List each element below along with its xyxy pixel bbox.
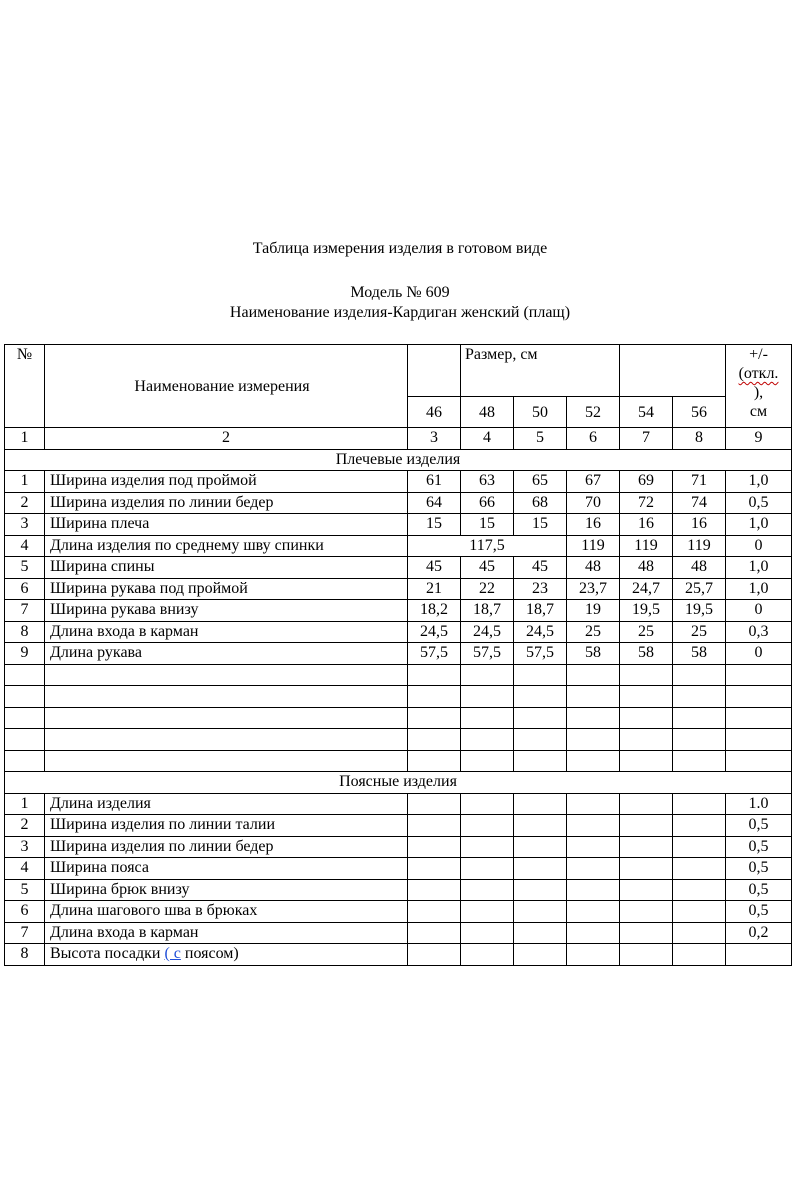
size-value: 18,2 [408, 600, 461, 622]
empty-cell [461, 879, 514, 901]
tolerance-value: 0 [726, 643, 792, 665]
empty-cell [673, 793, 726, 815]
empty-cell [45, 664, 408, 686]
size-value: 45 [461, 557, 514, 579]
size-value: 18,7 [461, 600, 514, 622]
empty-cell [620, 901, 673, 923]
empty-cell [461, 922, 514, 944]
empty-cell [408, 750, 461, 772]
empty-cell [567, 944, 620, 966]
section-row [5, 772, 792, 794]
tolerance-header-line-3: ), [753, 384, 764, 401]
size-value: 25 [567, 621, 620, 643]
size-56: 56 [673, 397, 726, 428]
size-value: 15 [408, 514, 461, 536]
row-number: 4 [5, 535, 45, 557]
size-value: 25,7 [673, 578, 726, 600]
size-value: 19 [567, 600, 620, 622]
empty-cell [408, 707, 461, 729]
size-value: 24,5 [461, 621, 514, 643]
empty-row [5, 707, 792, 729]
empty-cell [620, 664, 673, 686]
tolerance-value: 0,5 [726, 879, 792, 901]
empty-cell [726, 729, 792, 751]
empty-cell [45, 686, 408, 708]
measurement-name: Ширина изделия под проймой [45, 471, 408, 493]
row-number: 7 [5, 922, 45, 944]
col-number: 3 [408, 428, 461, 450]
empty-cell [408, 793, 461, 815]
row-number: 4 [5, 858, 45, 880]
merged-value: 117,5 [408, 535, 567, 557]
empty-cell [620, 879, 673, 901]
row-number: 9 [5, 643, 45, 665]
size-value: 68 [514, 492, 567, 514]
size-header: Размер, см [461, 345, 620, 397]
empty-cell [461, 944, 514, 966]
empty-cell [726, 707, 792, 729]
size-value: 63 [461, 471, 514, 493]
size-value: 119 [673, 535, 726, 557]
empty-cell [461, 836, 514, 858]
empty-cell [408, 836, 461, 858]
empty-cell [461, 858, 514, 880]
empty-cell [514, 729, 567, 751]
size-value: 24,5 [514, 621, 567, 643]
size-value: 25 [620, 621, 673, 643]
empty-cell [5, 664, 45, 686]
empty-cell [514, 686, 567, 708]
measurement-name-part: поясом) [180, 945, 239, 962]
empty-cell [514, 858, 567, 880]
size-value: 69 [620, 471, 673, 493]
tolerance-header-line-1: +/- [749, 346, 768, 363]
size-value: 15 [514, 514, 567, 536]
size-value: 16 [673, 514, 726, 536]
empty-cell [620, 686, 673, 708]
row-number: 2 [5, 492, 45, 514]
size-value: 15 [461, 514, 514, 536]
size-value: 65 [514, 471, 567, 493]
empty-row [5, 686, 792, 708]
empty-cell [673, 664, 726, 686]
empty-cell [567, 836, 620, 858]
size-value: 119 [620, 535, 673, 557]
measurement-name: Длина входа в карман [45, 922, 408, 944]
row-number: 1 [5, 793, 45, 815]
model-number: Модель № 609 [350, 284, 450, 301]
tolerance-value: 1,0 [726, 471, 792, 493]
row-number: 8 [5, 621, 45, 643]
empty-cell [673, 879, 726, 901]
empty-cell [673, 815, 726, 837]
measurement-name: Длина изделия по среднему шву спинки [45, 535, 408, 557]
tolerance-value: 0,5 [726, 901, 792, 923]
table-row [5, 535, 792, 557]
empty-cell [673, 944, 726, 966]
empty-cell [567, 901, 620, 923]
col-number: 9 [726, 428, 792, 450]
empty-cell [514, 836, 567, 858]
empty-cell [514, 707, 567, 729]
size-header-blank-2 [620, 345, 726, 397]
empty-cell [461, 707, 514, 729]
header-row [5, 345, 792, 397]
tolerance-value: 0 [726, 600, 792, 622]
empty-cell [408, 686, 461, 708]
empty-cell [514, 815, 567, 837]
empty-cell [567, 879, 620, 901]
empty-cell [620, 729, 673, 751]
size-value: 67 [567, 471, 620, 493]
size-value: 66 [461, 492, 514, 514]
empty-cell [408, 815, 461, 837]
empty-cell [726, 686, 792, 708]
empty-cell [461, 901, 514, 923]
row-number: 5 [5, 557, 45, 579]
tolerance-value: 0,5 [726, 815, 792, 837]
size-52: 52 [567, 397, 620, 428]
empty-row [5, 664, 792, 686]
empty-cell [726, 944, 792, 966]
empty-cell [461, 750, 514, 772]
empty-cell [726, 664, 792, 686]
tolerance-value: 0,5 [726, 858, 792, 880]
size-46: 46 [408, 397, 461, 428]
empty-cell [567, 922, 620, 944]
measurement-name-link[interactable]: ( с [164, 945, 181, 962]
empty-cell [567, 729, 620, 751]
name-header: Наименование измерения [45, 345, 408, 428]
tolerance-value: 0 [726, 535, 792, 557]
empty-row [5, 729, 792, 751]
empty-cell [567, 686, 620, 708]
measurement-table [4, 344, 792, 966]
empty-cell [45, 729, 408, 751]
size-value: 45 [408, 557, 461, 579]
tolerance-value: 1,0 [726, 557, 792, 579]
table-row [5, 514, 792, 536]
size-value: 57,5 [514, 643, 567, 665]
tolerance-value: 1.0 [726, 793, 792, 815]
size-value: 64 [408, 492, 461, 514]
row-number: 5 [5, 879, 45, 901]
empty-cell [461, 686, 514, 708]
tolerance-header-line-4: см [749, 403, 768, 420]
size-header-blank [408, 345, 461, 397]
section-title-top: Плечевые изделия [5, 449, 792, 471]
empty-cell [408, 879, 461, 901]
size-value: 58 [620, 643, 673, 665]
empty-cell [408, 858, 461, 880]
size-value: 19,5 [673, 600, 726, 622]
size-value: 48 [567, 557, 620, 579]
table-row [5, 621, 792, 643]
row-number: 6 [5, 578, 45, 600]
empty-cell [408, 664, 461, 686]
size-48: 48 [461, 397, 514, 428]
col-number: 1 [5, 428, 45, 450]
empty-cell [567, 793, 620, 815]
empty-cell [620, 707, 673, 729]
size-50: 50 [514, 397, 567, 428]
measurement-name: Ширина брюк внизу [45, 879, 408, 901]
empty-cell [5, 686, 45, 708]
empty-cell [620, 750, 673, 772]
measurement-name: Ширина плеча [45, 514, 408, 536]
section-title-bottom: Поясные изделия [5, 772, 792, 794]
size-value: 58 [567, 643, 620, 665]
empty-cell [567, 750, 620, 772]
measurement-name: Ширина изделия по линии бедер [45, 492, 408, 514]
size-value: 23,7 [567, 578, 620, 600]
empty-cell [673, 686, 726, 708]
measurement-name: Длина изделия [45, 793, 408, 815]
empty-cell [408, 922, 461, 944]
size-value: 22 [461, 578, 514, 600]
empty-row [5, 750, 792, 772]
empty-cell [45, 707, 408, 729]
table-row [5, 922, 792, 944]
size-value: 18,7 [514, 600, 567, 622]
empty-cell [45, 750, 408, 772]
measurement-name: Длина шагового шва в брюках [45, 901, 408, 923]
col-number: 5 [514, 428, 567, 450]
col-number: 7 [620, 428, 673, 450]
row-number: 6 [5, 901, 45, 923]
empty-cell [514, 879, 567, 901]
empty-cell [461, 664, 514, 686]
row-number: 2 [5, 815, 45, 837]
empty-cell [673, 750, 726, 772]
empty-cell [514, 922, 567, 944]
row-number: 7 [5, 600, 45, 622]
size-value: 21 [408, 578, 461, 600]
table-row [5, 643, 792, 665]
table-row [5, 492, 792, 514]
row-number: 3 [5, 836, 45, 858]
measurement-name [45, 944, 408, 966]
empty-cell [673, 901, 726, 923]
empty-cell [620, 944, 673, 966]
tolerance-value: 0,5 [726, 492, 792, 514]
measurement-name: Ширина рукава под проймой [45, 578, 408, 600]
table-row [5, 471, 792, 493]
size-value: 72 [620, 492, 673, 514]
table-row [5, 901, 792, 923]
table-row [5, 944, 792, 966]
col-number: 6 [567, 428, 620, 450]
empty-cell [5, 707, 45, 729]
size-value: 19,5 [620, 600, 673, 622]
measurement-name-part: Высота посадки [50, 945, 165, 962]
empty-cell [673, 707, 726, 729]
col-number: 8 [673, 428, 726, 450]
size-value: 25 [673, 621, 726, 643]
column-numbers-row [5, 428, 792, 450]
size-value: 24,7 [620, 578, 673, 600]
empty-cell [620, 836, 673, 858]
size-value: 57,5 [408, 643, 461, 665]
empty-cell [567, 664, 620, 686]
measurement-name: Ширина изделия по линии талии [45, 815, 408, 837]
size-value: 48 [673, 557, 726, 579]
size-value: 57,5 [461, 643, 514, 665]
empty-cell [461, 729, 514, 751]
size-value: 45 [514, 557, 567, 579]
section-row [5, 449, 792, 471]
empty-cell [620, 858, 673, 880]
tolerance-value: 1,0 [726, 578, 792, 600]
empty-cell [567, 707, 620, 729]
table-row [5, 793, 792, 815]
tolerance-value: 0,2 [726, 922, 792, 944]
empty-cell [514, 793, 567, 815]
empty-cell [514, 750, 567, 772]
table-row [5, 858, 792, 880]
row-number: 3 [5, 514, 45, 536]
empty-cell [567, 858, 620, 880]
size-value: 61 [408, 471, 461, 493]
table-row [5, 815, 792, 837]
empty-cell [673, 922, 726, 944]
size-value: 58 [673, 643, 726, 665]
col-number: 2 [45, 428, 408, 450]
measurement-name: Ширина пояса [45, 858, 408, 880]
size-value: 23 [514, 578, 567, 600]
measurement-name: Длина рукава [45, 643, 408, 665]
empty-cell [514, 664, 567, 686]
size-value: 24,5 [408, 621, 461, 643]
empty-cell [620, 793, 673, 815]
empty-cell [673, 729, 726, 751]
empty-cell [567, 815, 620, 837]
empty-cell [514, 944, 567, 966]
col-number: 4 [461, 428, 514, 450]
tolerance-header [726, 345, 792, 428]
tolerance-value: 1,0 [726, 514, 792, 536]
empty-cell [673, 836, 726, 858]
empty-cell [5, 729, 45, 751]
empty-cell [461, 793, 514, 815]
document-title: Таблица измерения изделия в готовом виде [252, 240, 548, 257]
tolerance-value: 0,5 [726, 836, 792, 858]
size-value: 16 [567, 514, 620, 536]
size-54: 54 [620, 397, 673, 428]
table-row [5, 600, 792, 622]
table-row [5, 557, 792, 579]
table-row [5, 879, 792, 901]
empty-cell [461, 815, 514, 837]
tolerance-header-line-2: (откл. [738, 365, 779, 382]
empty-cell [408, 901, 461, 923]
row-number: 1 [5, 471, 45, 493]
size-value: 71 [673, 471, 726, 493]
tolerance-value: 0,3 [726, 621, 792, 643]
measurement-name: Длина входа в карман [45, 621, 408, 643]
size-value: 16 [620, 514, 673, 536]
size-value: 48 [620, 557, 673, 579]
measurement-name: Ширина изделия по линии бедер [45, 836, 408, 858]
measurement-name: Ширина спины [45, 557, 408, 579]
table-row [5, 578, 792, 600]
empty-cell [620, 815, 673, 837]
empty-cell [620, 922, 673, 944]
size-value: 74 [673, 492, 726, 514]
product-name: Наименование изделия-Кардиган женский (плащ) [229, 304, 571, 321]
num-header: № [5, 345, 45, 428]
table-row [5, 836, 792, 858]
empty-cell [673, 858, 726, 880]
row-number: 8 [5, 944, 45, 966]
empty-cell [514, 901, 567, 923]
empty-cell [726, 750, 792, 772]
empty-cell [408, 944, 461, 966]
size-value: 70 [567, 492, 620, 514]
empty-cell [5, 750, 45, 772]
size-value: 119 [567, 535, 620, 557]
measurement-name: Ширина рукава внизу [45, 600, 408, 622]
empty-cell [408, 729, 461, 751]
